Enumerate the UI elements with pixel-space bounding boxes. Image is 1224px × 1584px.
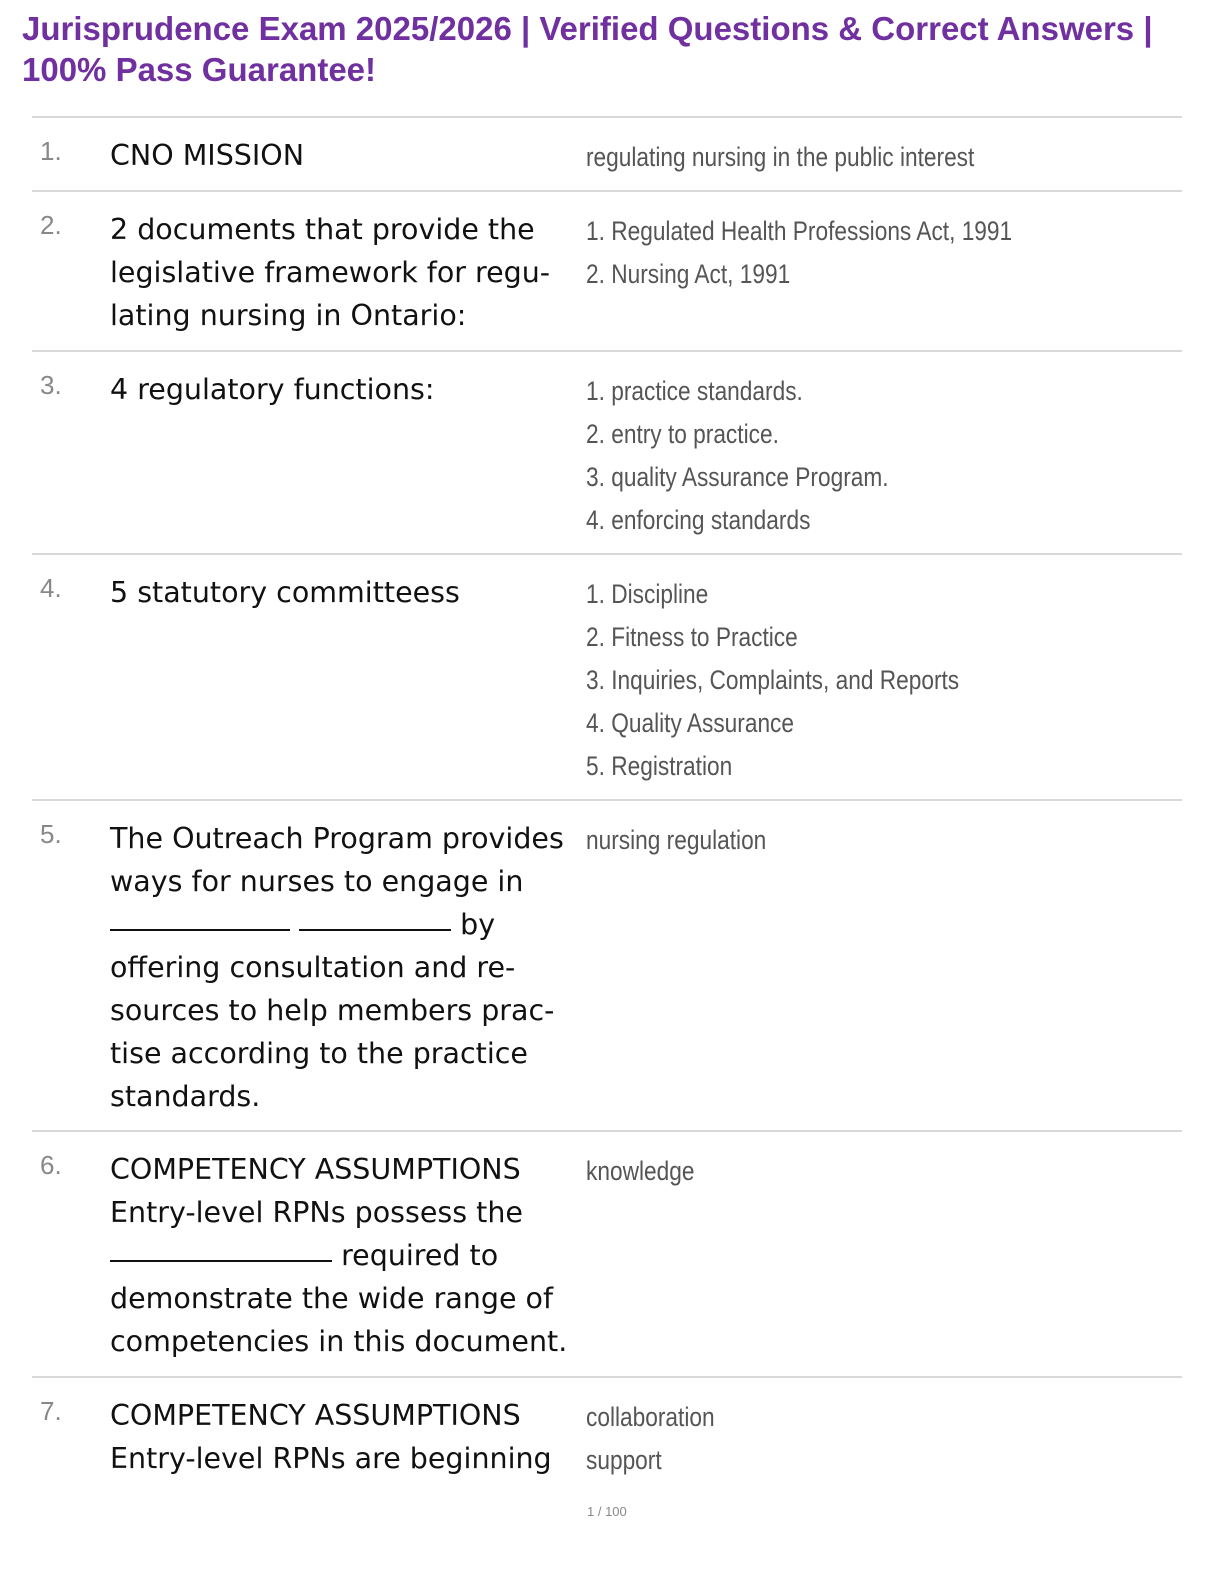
question-text-after-blank: required to demonstrate the wide range of competencies in this document. [110,1239,568,1358]
question-text [110,817,582,1118]
question-text: 5 statutory committeess [110,576,460,609]
question-text-line: Entry-level RPNs are beginning [110,1442,552,1475]
qa-row-1 [32,118,1182,190]
answer-list [586,573,1056,788]
question-text [110,1394,582,1480]
question-text: 4 regulatory functions: [110,373,435,406]
question-text: 2 documents that provide the legislative framework for regu- lating nursing in Ontario: [110,213,551,332]
answer-line: collaboration [586,1402,715,1432]
question-text: CNO MISSION [110,139,305,172]
row-number: 4. [40,573,62,603]
question-text-before-blank: The Outreach Program provides ways for nurses to engage in [110,822,564,898]
qa-row-5 [32,801,1182,1130]
answer-line: 1. Discipline [586,579,709,609]
page-counter: 1 / 100 [587,1504,627,1519]
row-number: 2. [40,210,62,240]
row-number: 7. [40,1396,62,1426]
fill-in-blank [110,1259,332,1262]
answer-list [586,370,1056,542]
answer-line: 4. enforcing standards [586,505,811,535]
answer-line: 5. Registration [586,751,733,781]
answer-line: 3. quality Assurance Program. [586,462,889,492]
row-number: 6. [40,1150,62,1180]
answer-line: 2. Nursing Act, 1991 [586,259,791,289]
row-number: 5. [40,819,62,849]
answer-line: 3. Inquiries, Complaints, and Reports [586,665,960,695]
answer-list [586,1396,1056,1482]
question-text-before-blank: Entry-level RPNs possess the [110,1196,523,1229]
qa-row-4 [32,555,1182,799]
answer-list [586,819,1056,862]
question-text [110,1148,582,1363]
row-number: 3. [40,370,62,400]
answer-line: knowledge [586,1156,695,1186]
question-heading: COMPETENCY ASSUMPTIONS [110,1399,521,1432]
answer-line: 1. practice standards. [586,376,803,406]
qa-row-2 [32,192,1182,350]
answer-line: support [586,1445,662,1475]
qa-row-6 [32,1132,1182,1376]
qa-row-7 [32,1378,1182,1488]
qa-table [32,116,1182,1488]
answer-line: nursing regulation [586,825,767,855]
answer-list [586,210,1056,296]
question-heading: COMPETENCY ASSUMPTIONS [110,1153,521,1186]
answer-line: 2. entry to practice. [586,419,779,449]
question-text-after-blank: by offering consultation and re- sources to help members prac- tise according to the practice standards. [110,908,555,1113]
fill-in-blank [110,928,290,931]
answer-list [586,136,1056,179]
fill-in-blank [299,928,451,931]
document-title: Jurisprudence Exam 2025/2026 | Verified Questions & Correct Answers | 100% Pass Guarantee! [22,10,1153,88]
row-number: 1. [40,136,62,166]
answer-line: 2. Fitness to Practice [586,622,798,652]
answer-list [586,1150,1056,1193]
answer-line: 1. Regulated Health Professions Act, 1991 [586,216,1013,246]
answer-line: 4. Quality Assurance [586,708,795,738]
qa-row-3 [32,352,1182,553]
answer-line: regulating nursing in the public interest [586,142,975,172]
